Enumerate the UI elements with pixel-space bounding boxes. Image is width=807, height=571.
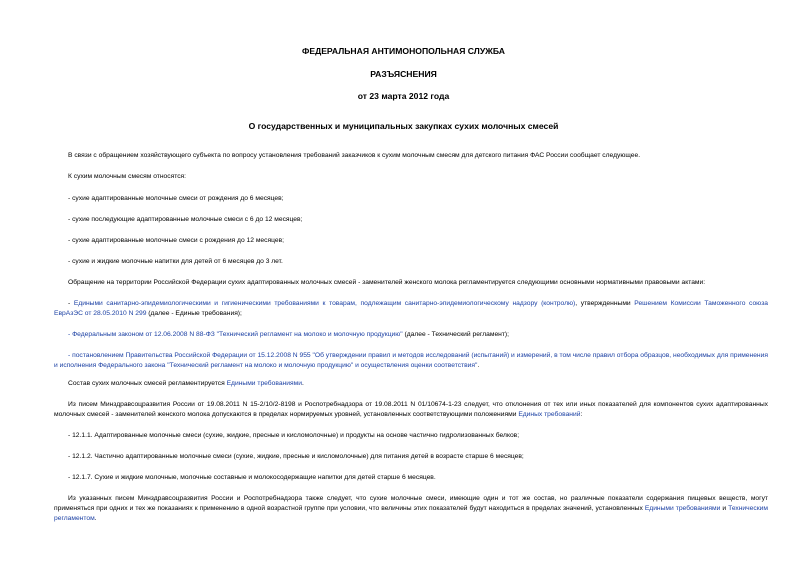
paragraph-text: Из писем Минздравсоцразвития России от 19.08.2011 N 15-2/10/2-8198 и Роспотребнадзора от 19.08.2011 N 01/10674-1-23 следует, что отклонения от тех или иных показателей для компонентов сухих адаптированных молочных смесей - заменителей женского молока допускаются в пределах нормируемых уровней, установленных соответствующими положениями (54, 401, 768, 418)
list-item: - сухие последующие адаптированные молочные смеси с 6 до 12 месяцев; (68, 216, 303, 223)
list-item: - 12.1.7. Сухие и жидкие молочные, молочные составные и молокосодержащие напитки для детей старше 6 месяцев. (68, 474, 436, 481)
doc-type-title: РАЗЪЯСНЕНИЯ (370, 69, 437, 79)
list-item: - сухие и жидкие молочные напитки для детей от 6 месяцев до 3 лет. (68, 258, 283, 265)
paragraph-text: . (301, 380, 304, 387)
link-unified-requirements[interactable]: Едиными санитарно-эпидемиологическими и гигиеническими требованиями к товарам, подлежащим санитарно-эпидемиологическому надзору (контролю) (73, 300, 576, 307)
list-item: - 12.1.1. Адаптированные молочные смеси (сухие, жидкие, пресные и кисломолочные) и продукты на основе частично гидролизованных белков; (68, 432, 520, 439)
act-text: , утвержденными (575, 300, 635, 307)
paragraph-letters (54, 400, 768, 420)
paragraph-text: Состав сухих молочных смесей регламентируется (68, 380, 227, 387)
link-unified-requirements[interactable]: Едиными требованиями (226, 380, 302, 387)
list-item: - 12.1.2. Частично адаптированные молочные смеси (сухие, жидкие, пресные и кисломолочные) для питания детей в возрасте старше 6 месяцев; (68, 453, 524, 460)
act-item-unified-requirements (54, 299, 768, 319)
act-item-government-resolution (54, 351, 768, 371)
act-text: (далее - Технический регламент); (402, 331, 510, 338)
paragraph-text: Из указанных писем Минздравсоцразвития России и Роспотребнадзора также следует, что сухие молочные смеси, имеющие один и тот же состав, но различные показатели содержания пищевых веществ, могут применяться при одних и тех же показаниях к применению в одной возрастной группе при условии, что величины этих показателей будут находиться в пределах значений, установленных (54, 495, 768, 512)
act-item-federal-law (54, 330, 768, 340)
doc-subject: О государственных и муниципальных закупках сухих молочных смесей (248, 121, 559, 131)
link-government-resolution[interactable]: - постановлением Правительства Российской Федерации от 15.12.2008 N 955 "Об утверждении правил и методов исследований (испытаний) и измерений, в том числе правил отбора образцов, необходимых для применения и исполнения Федерального закона "Технический регламент на молоко и молочную продукцию" и осуществления оценки соответствия" (54, 352, 768, 369)
link-customs-union-decision[interactable]: Решением Комиссии Таможенного союза ЕврАзЭС от 28.05.2010 N 299 (54, 300, 768, 317)
act-text: . (477, 362, 480, 369)
doc-date: от 23 марта 2012 года (357, 91, 450, 101)
paragraph-text: и (720, 505, 729, 512)
paragraph-composition (54, 379, 768, 389)
link-unified-requirements[interactable]: Единых требований (518, 411, 581, 418)
link-unified-requirements[interactable]: Едиными требованиями (644, 505, 721, 512)
link-technical-regulation[interactable]: Техническим регламентом (54, 505, 768, 522)
paragraph-text: . (94, 515, 97, 522)
paragraph-list-intro: К сухим молочным смесям относятся: (68, 173, 187, 180)
list-item: - сухие адаптированные молочные смеси с рождения до 12 месяцев; (68, 237, 284, 244)
list-item: - сухие адаптированные молочные смеси от рождения до 6 месяцев; (68, 195, 284, 202)
paragraph-conclusion (54, 494, 768, 524)
act-dash: - (68, 300, 74, 307)
paragraph-text: : (580, 411, 583, 418)
paragraph-intro: В связи с обращением хозяйствующего субъекта по вопросу установления требований заказчиков к сухим молочным смесям для детского питания ФАС России сообщает следующее. (68, 152, 641, 159)
agency-title: ФЕДЕРАЛЬНАЯ АНТИМОНОПОЛЬНАЯ СЛУЖБА (302, 46, 505, 56)
act-text: (далее - Единые требования); (146, 310, 242, 317)
paragraph-acts-intro: Обращение на территории Российской Федерации сухих адаптированных молочных смесей - заменителей женского молока регламентируется следующими основными нормативными правовыми актами: (68, 279, 706, 286)
link-federal-law[interactable]: - Федеральным законом от 12.06.2008 N 88-ФЗ "Технический регламент на молоко и молочную продукцию" (68, 331, 403, 338)
